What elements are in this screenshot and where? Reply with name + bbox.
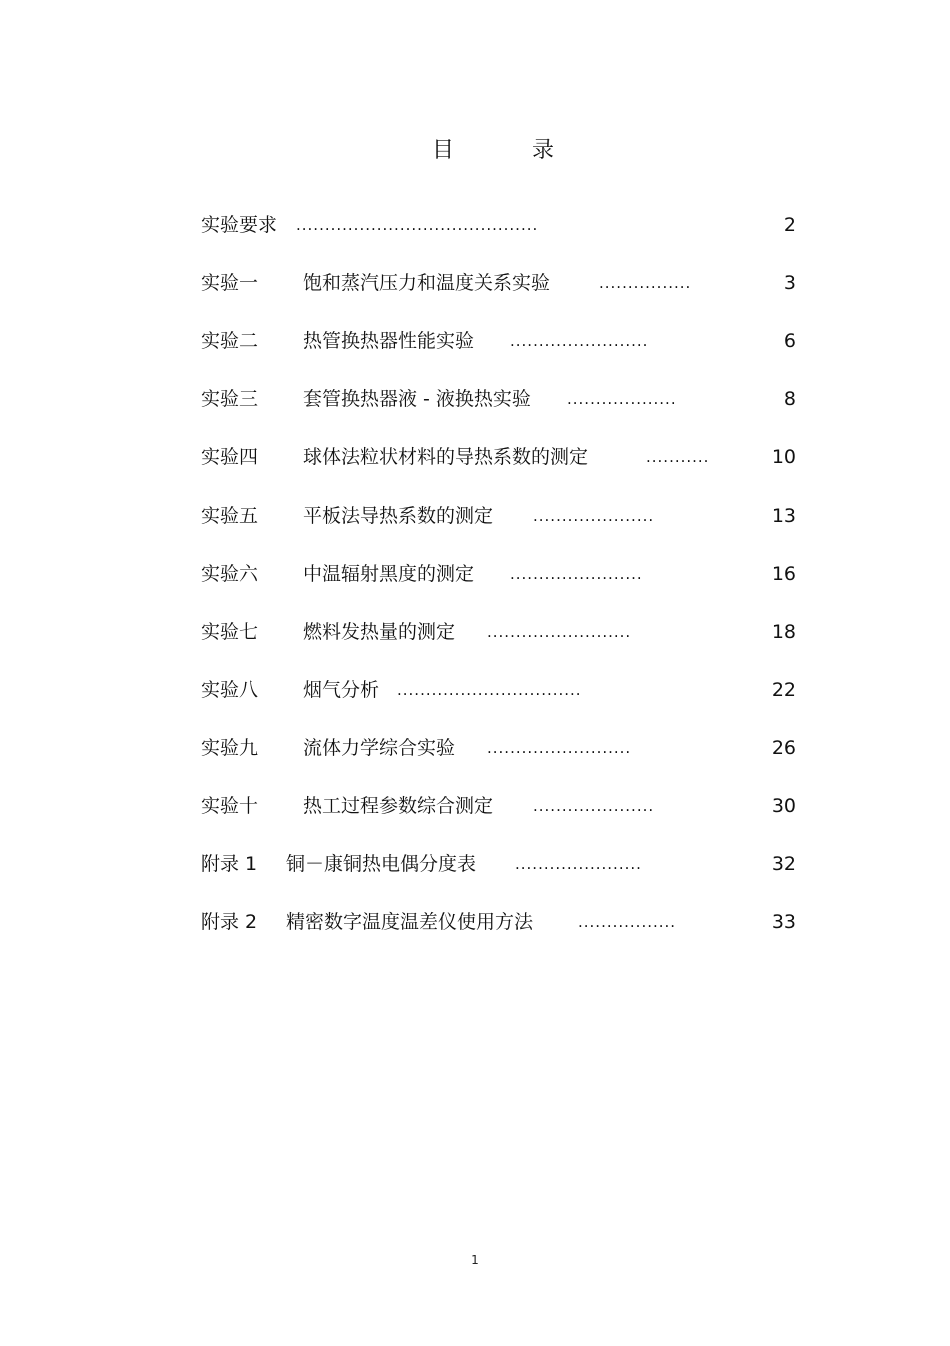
toc-entry-page: 16 (771, 563, 796, 585)
toc-entry-page: 6 (783, 330, 796, 352)
toc-entry-title: 精密数字温度温差仪使用方法 (286, 911, 534, 933)
toc-entry-leader: ................................ (397, 681, 582, 699)
toc-entry-page: 8 (783, 388, 796, 410)
toc-entry-label: 实验六 (201, 563, 259, 585)
toc-entry-title: 平板法导热系数的测定 (303, 505, 494, 527)
toc-entry-title: 铜－康铜热电偶分度表 (286, 853, 477, 875)
toc-entry-label: 实验三 (201, 388, 259, 410)
toc-entry-label: 实验九 (201, 737, 259, 759)
toc-entry-page: 30 (771, 795, 796, 817)
toc-title-char-2: 录 (532, 138, 555, 163)
toc-title (0, 136, 950, 166)
toc-title-char-1: 目 (432, 138, 455, 163)
toc-entry[interactable] (0, 442, 950, 472)
toc-entry-leader: ......................... (487, 739, 632, 757)
toc-entry[interactable] (0, 210, 950, 240)
toc-entry-page: 26 (771, 737, 796, 759)
toc-entry-leader: .......................................... (296, 216, 539, 234)
toc-entry[interactable] (0, 907, 950, 937)
toc-entry-page: 32 (771, 853, 796, 875)
toc-entry-label: 实验二 (201, 330, 259, 352)
toc-entry-label: 实验十 (201, 795, 259, 817)
page-number: 1 (471, 1253, 479, 1267)
toc-entry-label: 实验八 (201, 679, 259, 701)
toc-entry-leader: ................ (599, 274, 692, 292)
toc-entry[interactable] (0, 849, 950, 879)
toc-entry-label: 附录 2 (201, 911, 258, 933)
toc-entry[interactable] (0, 791, 950, 821)
toc-entry-leader: ......................... (487, 623, 632, 641)
toc-entry-title: 烟气分析 (303, 679, 380, 701)
toc-entry-title: 流体力学综合实验 (303, 737, 456, 759)
toc-entry-label: 实验要求 (201, 214, 278, 236)
toc-entry-label: 实验五 (201, 505, 259, 527)
toc-entry-leader: ................... (567, 390, 677, 408)
toc-entry[interactable] (0, 617, 950, 647)
toc-entry-title: 球体法粒状材料的导热系数的测定 (303, 446, 589, 468)
toc-entry[interactable] (0, 501, 950, 531)
toc-entry-title: 热管换热器性能实验 (303, 330, 475, 352)
toc-entry[interactable] (0, 733, 950, 763)
toc-entry[interactable] (0, 268, 950, 298)
toc-entry-label: 实验四 (201, 446, 259, 468)
toc-entry-title: 燃料发热量的测定 (303, 621, 456, 643)
toc-entry-leader: ................. (578, 913, 677, 931)
toc-entry-label: 实验七 (201, 621, 259, 643)
toc-entry-page: 10 (771, 446, 796, 468)
toc-entry-page: 33 (771, 911, 796, 933)
toc-entry-label: 实验一 (201, 272, 259, 294)
toc-entry-page: 2 (783, 214, 796, 236)
toc-entry-leader: ....................... (510, 565, 643, 583)
toc-entry-leader: ........... (646, 448, 710, 466)
toc-entry-page: 13 (771, 505, 796, 527)
toc-entry[interactable] (0, 675, 950, 705)
toc-entry-page: 18 (771, 621, 796, 643)
toc-entry-leader: ..................... (533, 797, 655, 815)
toc-entry-title: 中温辐射黑度的测定 (303, 563, 475, 585)
toc-entry-title: 热工过程参数综合测定 (303, 795, 494, 817)
toc-entry-leader: ..................... (533, 507, 655, 525)
toc-entry-label: 附录 1 (201, 853, 258, 875)
toc-entry[interactable] (0, 559, 950, 589)
toc-entry-title: 套管换热器液 - 液换热实验 (303, 388, 531, 410)
toc-entry-leader: ........................ (510, 332, 649, 350)
toc-entry-page: 3 (783, 272, 796, 294)
toc-entry-leader: ...................... (515, 855, 642, 873)
toc-entry[interactable] (0, 326, 950, 356)
toc-entry-title: 饱和蒸汽压力和温度关系实验 (303, 272, 551, 294)
toc-entry[interactable] (0, 384, 950, 414)
toc-entry-page: 22 (771, 679, 796, 701)
